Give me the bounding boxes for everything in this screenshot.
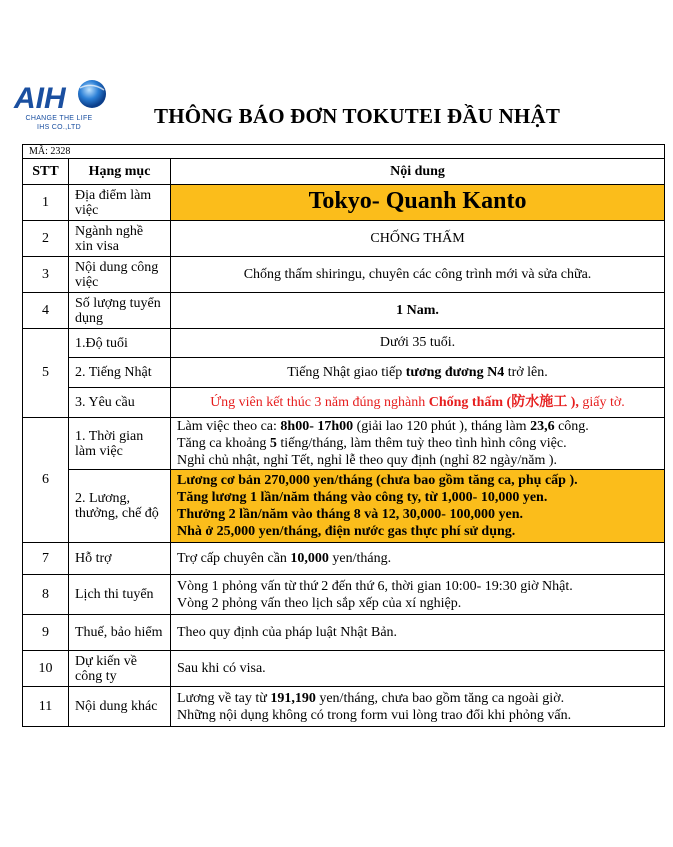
table-row [23, 388, 665, 418]
row-number: 8 [23, 575, 69, 615]
other-info: Lương về tay từ 191,190 yen/tháng, chưa bao gồm tăng ca ngoài giờ. Những nội dụng không có trong form vui lòng trao đổi khi phỏng vấn. [171, 687, 665, 727]
row-number: 9 [23, 615, 69, 651]
salary-benefits: Lương cơ bản 270,000 yen/tháng (chưa bao gồm tăng ca, phụ cấp ). Tăng lương 1 lần/năm tháng vào công ty, từ 1,000- 10,000 yen. Thưởng 2 lần/năm vào tháng 8 và 12, 30,000- 100,000 yen. Nhà ở 25,000 yen/tháng, điện nước gas thực phí sử dụng. [171, 470, 665, 543]
work-location: Tokyo- Quanh Kanto [171, 185, 665, 221]
table-row [23, 543, 665, 575]
age-requirement: Dưới 35 tuổi. [171, 329, 665, 358]
row-item: 3. Yêu cầu [69, 388, 171, 418]
document-title: THÔNG BÁO ĐƠN TOKUTEI ĐẦU NHẬT [154, 104, 561, 128]
row-number: 1 [23, 185, 69, 221]
headcount: 1 Nam. [171, 293, 665, 329]
header-item: Hạng mục [69, 159, 171, 185]
interview-schedule: Vòng 1 phỏng vấn từ thứ 2 đến thứ 6, thời gian 10:00- 19:30 giờ Nhật. Vòng 2 phỏng vấn theo lịch sắp xếp của xí nghiệp. [171, 575, 665, 615]
row-number: 5 [23, 329, 69, 418]
row-item: Nội dung công việc [69, 257, 171, 293]
row-item: Lịch thi tuyển [69, 575, 171, 615]
table-row [23, 329, 665, 358]
row-item: Địa điểm làm việc [69, 185, 171, 221]
header-content: Nội dung [171, 159, 665, 185]
row-item: Số lượng tuyển dụng [69, 293, 171, 329]
job-notice-table [22, 144, 665, 727]
header-stt: STT [23, 159, 69, 185]
table-row [23, 418, 665, 470]
table-row [23, 575, 665, 615]
visa-category: CHỐNG THẤM [171, 221, 665, 257]
working-hours: Làm việc theo ca: 8h00- 17h00 (giải lao 120 phút ), tháng làm 23,6 công. Tăng ca khoảng 5 tiếng/tháng, làm thêm tuỳ theo tình hình công việc. Nghỉ chủ nhật, nghỉ Tết, nghỉ lễ theo quy định (nghỉ 82 ngày/năm ). [171, 418, 665, 470]
job-description: Chống thấm shiringu, chuyên các công trình mới và sửa chữa. [171, 257, 665, 293]
logo-tagline: CHANGE THE LIFE IHS CO.,LTD [25, 115, 93, 131]
table-row [23, 687, 665, 727]
row-item: Hỗ trợ [69, 543, 171, 575]
row-number: 11 [23, 687, 69, 727]
table-row [23, 293, 665, 329]
svg-text:AIH: AIH [14, 82, 66, 115]
table-row [23, 651, 665, 687]
table-row [23, 470, 665, 543]
row-number: 4 [23, 293, 69, 329]
japanese-requirement: Tiếng Nhật giao tiếp tương đương N4 trở lên. [171, 358, 665, 388]
row-number: 10 [23, 651, 69, 687]
row-item: 2. Tiếng Nhật [69, 358, 171, 388]
table-row [23, 615, 665, 651]
job-code: MÃ: 2328 [23, 145, 665, 159]
other-requirement: Ứng viên kết thúc 3 năm đúng nghành Chống thấm (防水施工 ), giấy tờ. [171, 388, 665, 418]
row-item: Thuế, bảo hiểm [69, 615, 171, 651]
row-number: 3 [23, 257, 69, 293]
tax-insurance: Theo quy định của pháp luật Nhật Bản. [171, 615, 665, 651]
row-item: Nội dung khác [69, 687, 171, 727]
row-item: Ngành nghề xin visa [69, 221, 171, 257]
row-item: 1. Thời gian làm việc [69, 418, 171, 470]
table-row [23, 221, 665, 257]
expected-start: Sau khi có visa. [171, 651, 665, 687]
table-row [23, 185, 665, 221]
table-row [23, 358, 665, 388]
row-number: 6 [23, 418, 69, 543]
row-number: 2 [23, 221, 69, 257]
row-item: Dự kiến về công ty [69, 651, 171, 687]
row-number: 7 [23, 543, 69, 575]
row-item: 2. Lương, thưởng, chế độ [69, 470, 171, 543]
allowance: Trợ cấp chuyên cần 10,000 yen/tháng. [171, 543, 665, 575]
table-row [23, 257, 665, 293]
row-item: 1.Độ tuổi [69, 329, 171, 358]
